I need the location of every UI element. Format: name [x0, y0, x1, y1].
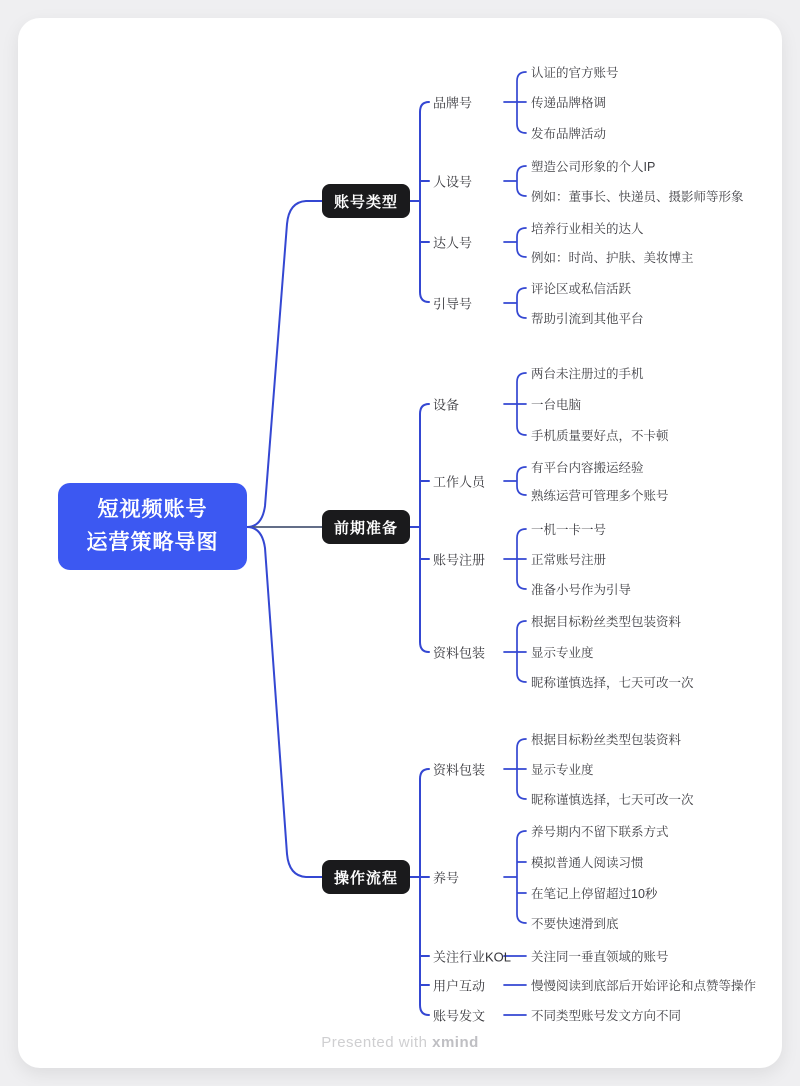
leaf-topic[interactable]: 塑造公司形象的个人IP [531, 160, 656, 174]
leaf-topic[interactable]: 一台电脑 [531, 398, 582, 412]
leaf-topic[interactable]: 在笔记上停留超过10秒 [531, 887, 658, 901]
subtopic-staff[interactable]: 工作人员 [433, 474, 486, 490]
subtopic-profile-setup[interactable]: 资料包装 [433, 645, 486, 661]
leaf-topic[interactable]: 发布品牌活动 [531, 127, 607, 141]
leaf-topic[interactable]: 例如：时尚、护肤、美妆博主 [531, 251, 694, 265]
footer-credit-text: Presented with [321, 1034, 428, 1051]
leaf-topic[interactable]: 例如：董事长、快递员、摄影师等形象 [531, 190, 744, 204]
leaf-topic[interactable]: 正常账号注册 [531, 553, 607, 567]
leaf-topic[interactable]: 昵称谨慎选择，七天可改一次 [531, 676, 694, 690]
leaf-topic[interactable]: 根据目标粉丝类型包装资料 [531, 733, 682, 747]
subtopic-registration[interactable]: 账号注册 [433, 552, 486, 568]
root-topic-line1: 短视频账号 [97, 497, 208, 521]
leaf-topic[interactable]: 手机质量要好点，不卡顿 [531, 429, 669, 443]
leaf-topic[interactable]: 一机一卡一号 [531, 523, 607, 537]
leaf-topic[interactable]: 关注同一垂直领域的账号 [531, 950, 669, 964]
footer-credit [0, 1034, 800, 1051]
branch-topic-workflow[interactable]: 操作流程 [322, 860, 410, 894]
root-topic[interactable] [58, 483, 247, 570]
leaf-topic[interactable]: 传递品牌格调 [531, 96, 607, 110]
subtopic-profile-setup-2[interactable]: 资料包装 [433, 762, 486, 778]
leaf-topic[interactable]: 显示专业度 [531, 763, 594, 777]
leaf-topic[interactable]: 养号期内不留下联系方式 [531, 825, 669, 839]
leaf-topic[interactable]: 显示专业度 [531, 646, 594, 660]
leaf-topic[interactable]: 有平台内容搬运经验 [531, 461, 644, 475]
branch-topic-preparation[interactable]: 前期准备 [322, 510, 410, 544]
leaf-topic[interactable]: 昵称谨慎选择，七天可改一次 [531, 793, 694, 807]
root-topic-line2: 运营策略导图 [86, 530, 219, 554]
leaf-topic[interactable]: 两台未注册过的手机 [531, 367, 644, 381]
subtopic-persona-account[interactable]: 人设号 [433, 174, 473, 190]
subtopic-brand-account[interactable]: 品牌号 [433, 95, 473, 111]
leaf-topic[interactable]: 根据目标粉丝类型包装资料 [531, 615, 682, 629]
subtopic-guide-account[interactable]: 引导号 [433, 296, 473, 312]
subtopic-follow-kol[interactable]: 关注行业KOL [433, 949, 512, 965]
leaf-topic[interactable]: 认证的官方账号 [531, 66, 619, 80]
subtopic-posting[interactable]: 账号发文 [433, 1008, 486, 1024]
branch-topic-account-types[interactable]: 账号类型 [322, 184, 410, 218]
leaf-topic[interactable]: 培养行业相关的达人 [531, 222, 644, 236]
leaf-topic[interactable]: 模拟普通人阅读习惯 [531, 856, 644, 870]
subtopic-user-interaction[interactable]: 用户互动 [433, 978, 486, 994]
xmind-brand[interactable]: xmind [432, 1034, 479, 1051]
leaf-topic[interactable]: 不同类型账号发文方向不同 [531, 1009, 682, 1023]
leaf-topic[interactable]: 不要快速滑到底 [531, 917, 619, 931]
subtopic-account-nurturing[interactable]: 养号 [433, 870, 460, 886]
leaf-topic[interactable]: 评论区或私信活跃 [531, 282, 632, 296]
subtopic-devices[interactable]: 设备 [433, 397, 460, 413]
leaf-topic[interactable]: 慢慢阅读到底部后开始评论和点赞等操作 [531, 979, 757, 993]
leaf-topic[interactable]: 帮助引流到其他平台 [531, 312, 644, 326]
leaf-topic[interactable]: 熟练运营可管理多个账号 [531, 489, 669, 503]
leaf-topic[interactable]: 准备小号作为引导 [531, 583, 632, 597]
subtopic-expert-account[interactable]: 达人号 [433, 235, 473, 251]
